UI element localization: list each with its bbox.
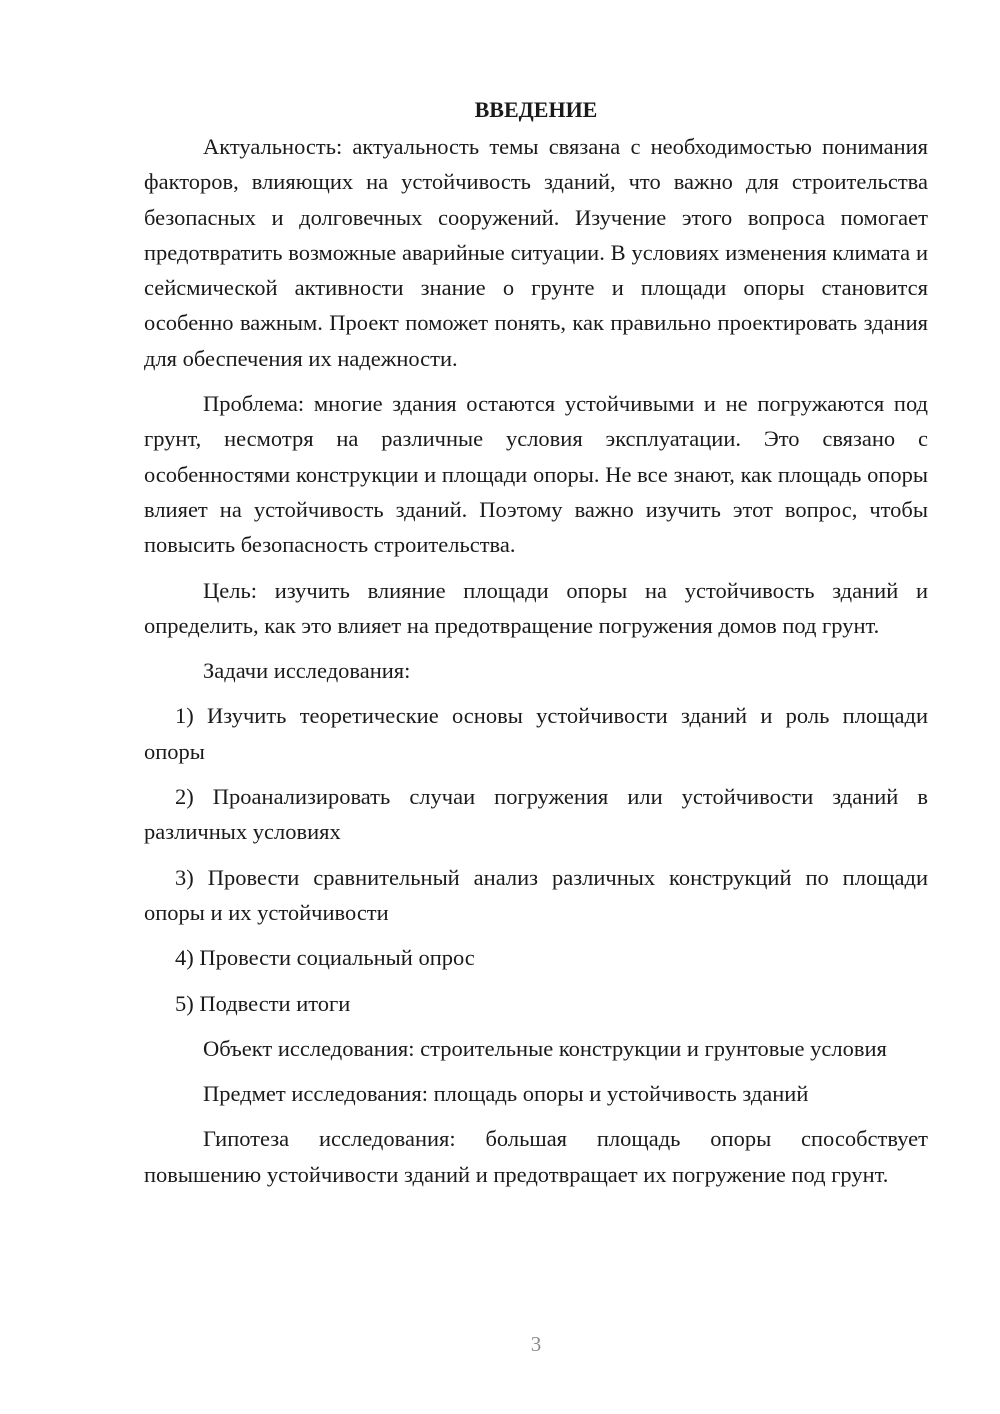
subject-paragraph: Предмет исследования: площадь опоры и устойчивость зданий — [203, 1081, 809, 1107]
task-item-3: 3) Провести сравнительный анализ различных конструкций по площади опоры и их устойчивости — [144, 864, 928, 925]
task-item-1: 1) Изучить теоретические основы устойчивости зданий и роль площади опоры — [144, 703, 928, 764]
page-number: 3 — [530, 1332, 542, 1356]
problem-paragraph: Проблема: многие здания остаются устойчивыми и не погружаются под грунт, несмотря на различные условия эксплуатации. Это связано с особенностями конструкции и площади опоры. Не все знают, как площадь опоры влияет на устойчивость зданий. Поэтому важно изучить этот вопрос, чтобы повысить безопасность строительства. — [144, 391, 928, 558]
hypothesis-paragraph: Гипотеза исследования: большая площадь опоры способствует повышению устойчивости зданий и предотвращает их погружение под грунт. — [144, 1126, 928, 1187]
page-content — [144, 92, 928, 1202]
goal-paragraph: Цель: изучить влияние площади опоры на устойчивость зданий и определить, как это влияет на предотвращение погружения домов под грунт. — [144, 577, 928, 638]
task-item-4: 4) Провести социальный опрос — [175, 945, 475, 971]
task-item-5: 5) Подвести итоги — [175, 990, 351, 1016]
task-item-2: 2) Проанализировать случаи погружения или устойчивости зданий в различных условиях — [144, 784, 928, 845]
relevance-paragraph: Актуальность: актуальность темы связана с необходимостью понимания факторов, влияющих на устойчивость зданий, что важно для строительства безопасных и долговечных сооружений. Изучение этого вопроса помогает предотвратить возможные аварийные ситуации. В условиях изменения климата и сейсмической активности знание о грунте и площади опоры становится особенно важным. Проект поможет понять, как правильно проектировать здания для обеспечения их надежности. — [144, 134, 928, 371]
object-paragraph: Объект исследования: строительные конструкции и грунтовые условия — [203, 1035, 887, 1061]
tasks-heading: Задачи исследования: — [203, 658, 411, 684]
section-title: ВВЕДЕНИЕ — [474, 97, 598, 122]
